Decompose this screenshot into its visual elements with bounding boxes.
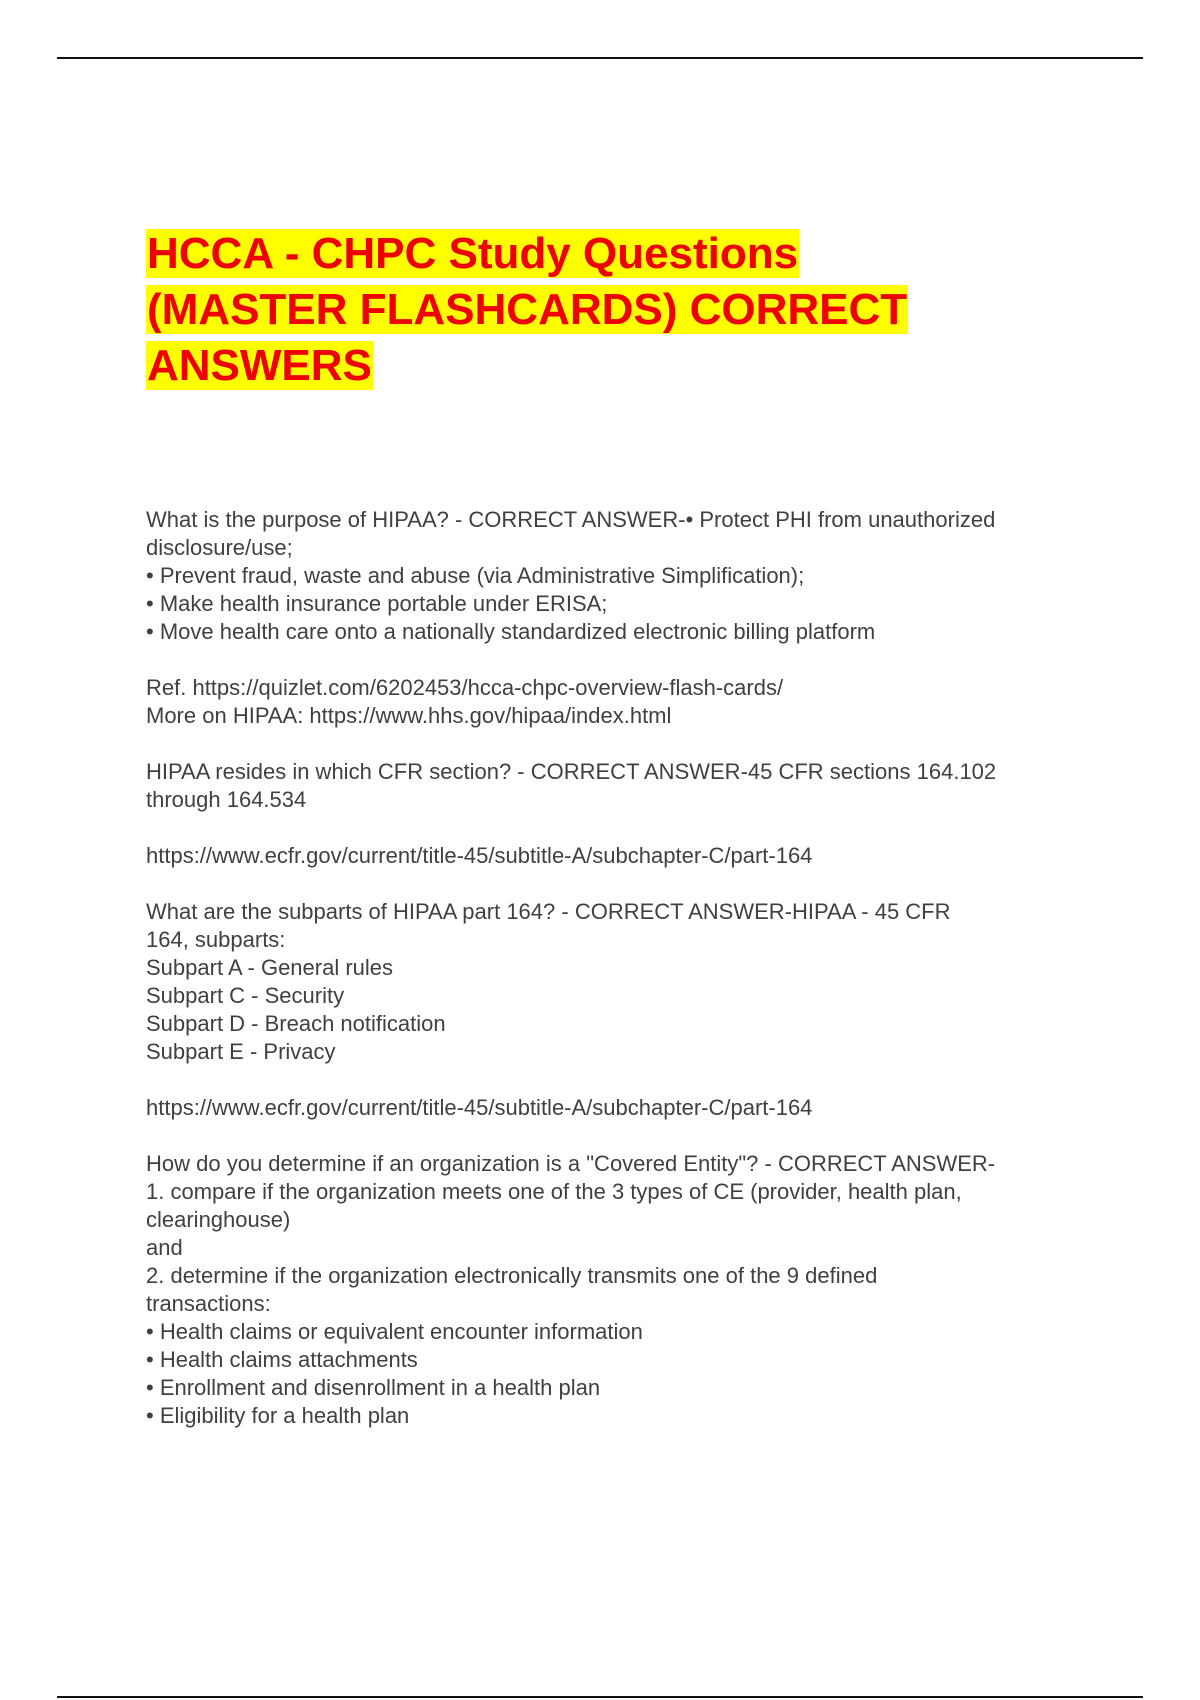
- text-line: Ref. https://quizlet.com/6202453/hcca-chpc-overview-flash-cards/: [146, 675, 784, 700]
- text-line: HIPAA resides in which CFR section? - CORRECT ANSWER-45 CFR sections 164.102: [146, 759, 997, 784]
- text-line: and: [146, 1235, 183, 1260]
- text-line: Subpart E - Privacy: [146, 1039, 336, 1064]
- blank-line: [146, 1066, 1106, 1094]
- text-line: More on HIPAA: https://www.hhs.gov/hipaa/index.html: [146, 703, 672, 728]
- text-line: • Prevent fraud, waste and abuse (via Administrative Simplification);: [146, 563, 805, 588]
- text-line: https://www.ecfr.gov/current/title-45/subtitle-A/subchapter-C/part-164: [146, 843, 813, 868]
- text-line: clearinghouse): [146, 1207, 291, 1232]
- blank-line: [146, 1122, 1106, 1150]
- text-line: Subpart D - Breach notification: [146, 1011, 446, 1036]
- document-title: [146, 226, 1106, 394]
- text-line: What are the subparts of HIPAA part 164? - CORRECT ANSWER-HIPAA - 45 CFR: [146, 899, 951, 924]
- title-highlight: ANSWERS: [147, 341, 372, 390]
- title-highlight: HCCA - CHPC Study Questions: [147, 229, 799, 278]
- text-line: • Enrollment and disenrollment in a health plan: [146, 1375, 601, 1400]
- title-line: [146, 226, 1106, 282]
- blank-line: [146, 870, 1106, 898]
- text-line: • Make health insurance portable under ERISA;: [146, 591, 608, 616]
- text-line: What is the purpose of HIPAA? - CORRECT ANSWER-• Protect PHI from unauthorized: [146, 507, 996, 532]
- blank-line: [146, 646, 1106, 674]
- text-line: How do you determine if an organization is a "Covered Entity"? - CORRECT ANSWER-: [146, 1151, 996, 1176]
- top-rule: [57, 57, 1143, 59]
- text-line: disclosure/use;: [146, 535, 293, 560]
- text-line: Subpart C - Security: [146, 983, 345, 1008]
- text-line: • Health claims attachments: [146, 1347, 418, 1372]
- text-line: 164, subparts:: [146, 927, 286, 952]
- text-line: • Eligibility for a health plan: [146, 1403, 410, 1428]
- document-body: [146, 506, 1106, 1430]
- text-line: • Move health care onto a nationally standardized electronic billing platform: [146, 619, 876, 644]
- title-line: [146, 282, 1106, 338]
- text-line: https://www.ecfr.gov/current/title-45/subtitle-A/subchapter-C/part-164: [146, 1095, 813, 1120]
- text-line: 1. compare if the organization meets one of the 3 types of CE (provider, health plan,: [146, 1179, 962, 1204]
- blank-line: [146, 730, 1106, 758]
- title-line: [146, 338, 1106, 394]
- bottom-rule: [57, 1696, 1143, 1698]
- text-line: 2. determine if the organization electronically transmits one of the 9 defined: [146, 1263, 878, 1288]
- text-line: • Health claims or equivalent encounter information: [146, 1319, 643, 1344]
- text-line: transactions:: [146, 1291, 271, 1316]
- title-highlight: (MASTER FLASHCARDS) CORRECT: [147, 285, 908, 334]
- blank-line: [146, 814, 1106, 842]
- text-line: through 164.534: [146, 787, 307, 812]
- text-line: Subpart A - General rules: [146, 955, 394, 980]
